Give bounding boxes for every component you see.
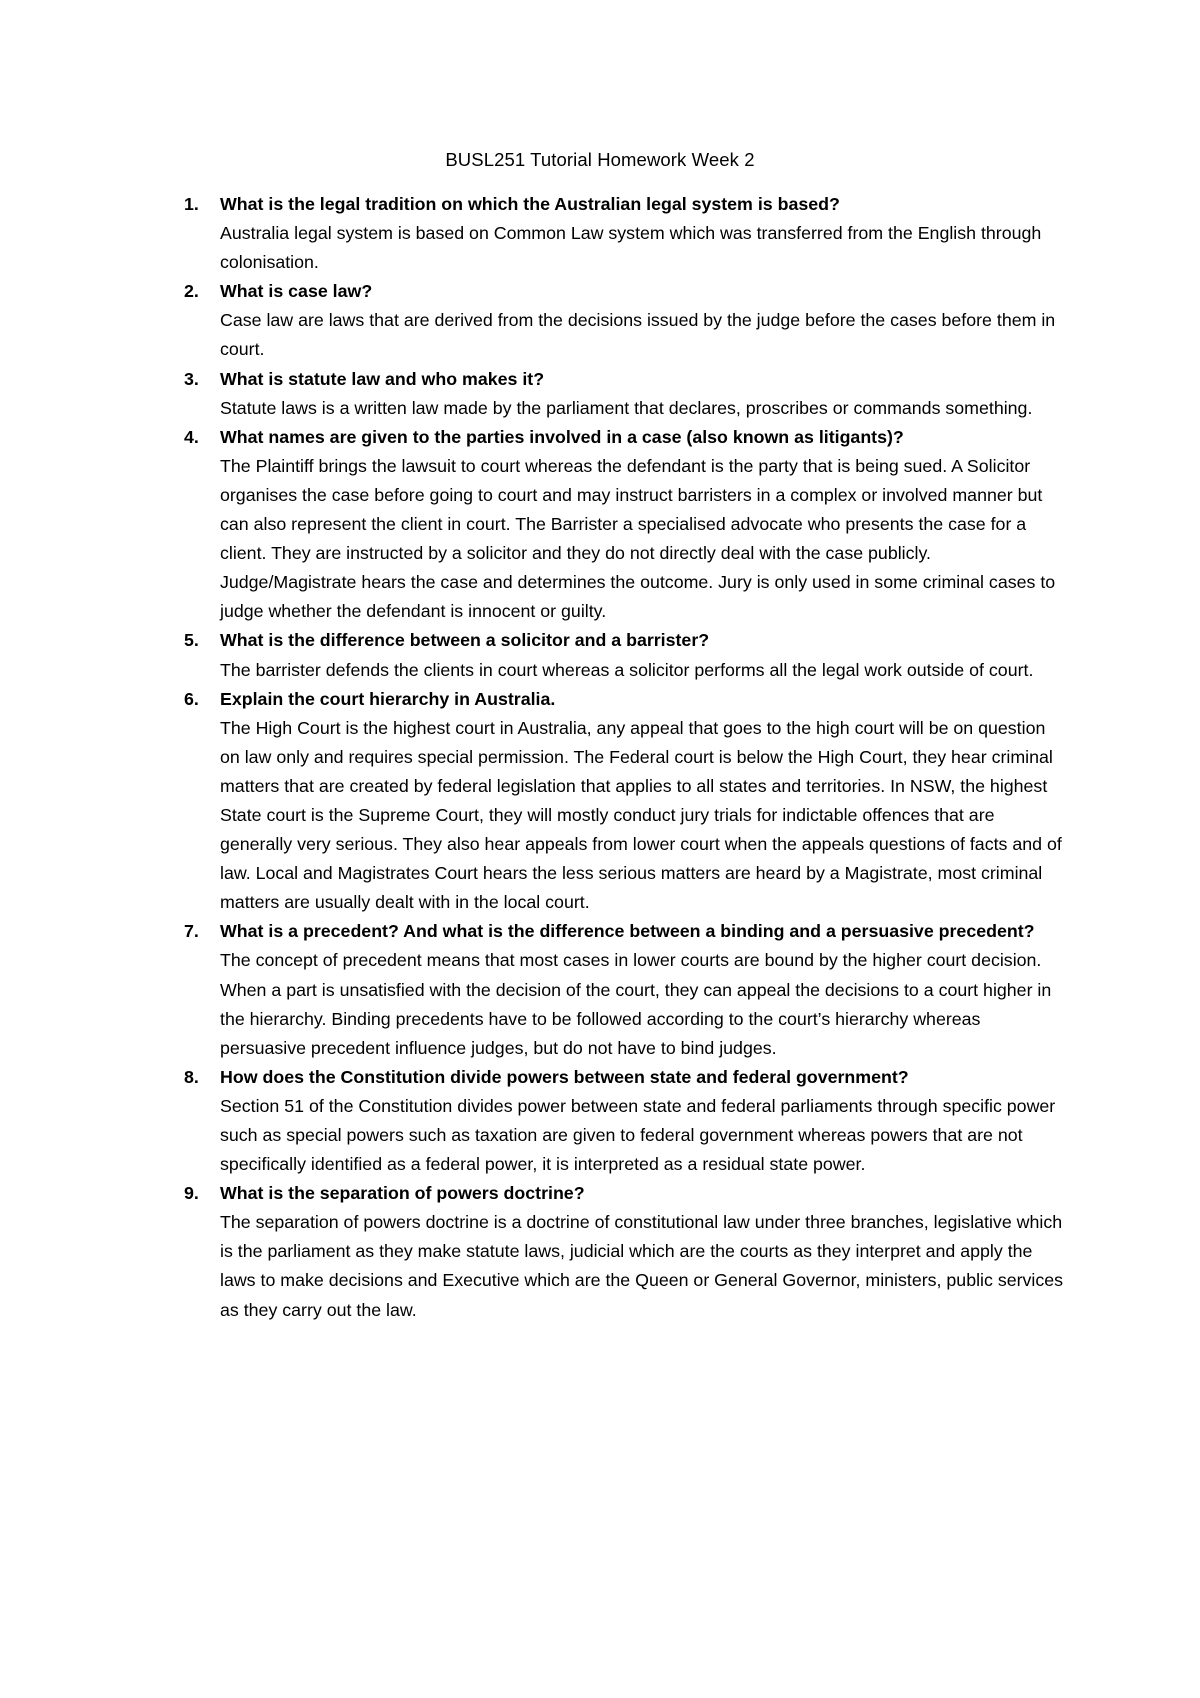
- question-number: 8.: [184, 1066, 199, 1087]
- question-item-2: [184, 277, 1064, 364]
- question-text: What is statute law and who makes it?: [220, 368, 545, 389]
- document-title: BUSL251 Tutorial Homework Week 2: [445, 149, 755, 170]
- question-number: 4.: [184, 426, 199, 447]
- question-number: 3.: [184, 368, 199, 389]
- question-text: What is a precedent? And what is the difference between a binding and a persuasive precedent?: [220, 921, 1035, 942]
- question-text: How does the Constitution divide powers between state and federal government?: [220, 1066, 909, 1087]
- answer-text: Section 51 of the Constitution divides power between state and federal parliaments through specific power such as special powers such as taxation are given to federal government whereas powers that are not specifically identified as a federal power, it is interpreted as a residual state power.: [220, 1095, 1056, 1175]
- answer-text: The concept of precedent means that most cases in lower courts are bound by the higher court decision. When a part is unsatisfied with the decision of the court, they can appeal the decisions to a court higher in the hierarchy. Binding precedents have to be followed according to the court’s hierarchy whereas persuasive precedent influence judges, but do not have to bind judges.: [220, 950, 1052, 1058]
- question-number: 9.: [184, 1183, 199, 1204]
- question-item-5: [184, 626, 1064, 684]
- question-number: 6.: [184, 688, 199, 709]
- question-number: 5.: [184, 630, 199, 651]
- answer-text: The Plaintiff brings the lawsuit to court whereas the defendant is the party that is being sued. A Solicitor organises the case before going to court and may instruct barristers in a complex or involved manner but can also represent the client in court. The Barrister a specialised advocate who presents the case for a client. They are instructed by a solicitor and they do not directly deal with the case publicly. Judge/Magistrate hears the case and determines the outcome. Jury is only used in some criminal cases to judge whether the defendant is innocent or guilty.: [220, 455, 1056, 622]
- question-number: 1.: [184, 194, 199, 214]
- question-text: Explain the court hierarchy in Australia.: [220, 688, 556, 709]
- question-text: What is the separation of powers doctrine?: [220, 1183, 585, 1204]
- question-text: What is the legal tradition on which the Australian legal system is based?: [220, 194, 840, 214]
- question-item-4: [184, 423, 1064, 627]
- question-text: What names are given to the parties involved in a case (also known as litigants)?: [220, 426, 904, 447]
- question-item-8: [184, 1063, 1064, 1179]
- question-item-9: [184, 1179, 1064, 1324]
- question-list: [184, 190, 1064, 1325]
- question-text: What is case law?: [220, 281, 373, 302]
- answer-text: The separation of powers doctrine is a doctrine of constitutional law under three branches, legislative which is the parliament as they make statute laws, judicial which are the courts as they interpret and apply the laws to make decisions and Executive which are the Queen or General Governor, ministers, public services as they carry out the law.: [220, 1212, 1064, 1320]
- question-item-1: [184, 190, 1064, 277]
- question-item-6: [184, 685, 1064, 918]
- question-text: What is the difference between a solicitor and a barrister?: [220, 630, 710, 651]
- answer-text: The High Court is the highest court in Australia, any appeal that goes to the high court will be on question on law only and requires special permission. The Federal court is below the High Court, they hear criminal matters that are created by federal legislation that applies to all states and territories. In NSW, the highest State court is the Supreme Court, they will mostly conduct jury trials for indictable offences that are generally very serious. They also hear appeals from lower court when the appeals questions of facts and of law. Local and Magistrates Court hears the less serious matters are heard by a Magistrate, most criminal matters are usually dealt with in the local court.: [220, 717, 1062, 913]
- question-item-7: [184, 917, 1064, 1062]
- question-number: 7.: [184, 921, 199, 942]
- answer-text: Statute laws is a written law made by the parliament that declares, proscribes or commands something.: [220, 397, 1033, 418]
- answer-text: The barrister defends the clients in court whereas a solicitor performs all the legal work outside of court.: [220, 659, 1034, 680]
- answer-text: Case law are laws that are derived from the decisions issued by the judge before the cases before them in court.: [220, 310, 1056, 360]
- answer-text: Australia legal system is based on Common Law system which was transferred from the English through colonisation.: [220, 223, 1042, 273]
- question-item-3: [184, 365, 1064, 423]
- question-number: 2.: [184, 281, 199, 302]
